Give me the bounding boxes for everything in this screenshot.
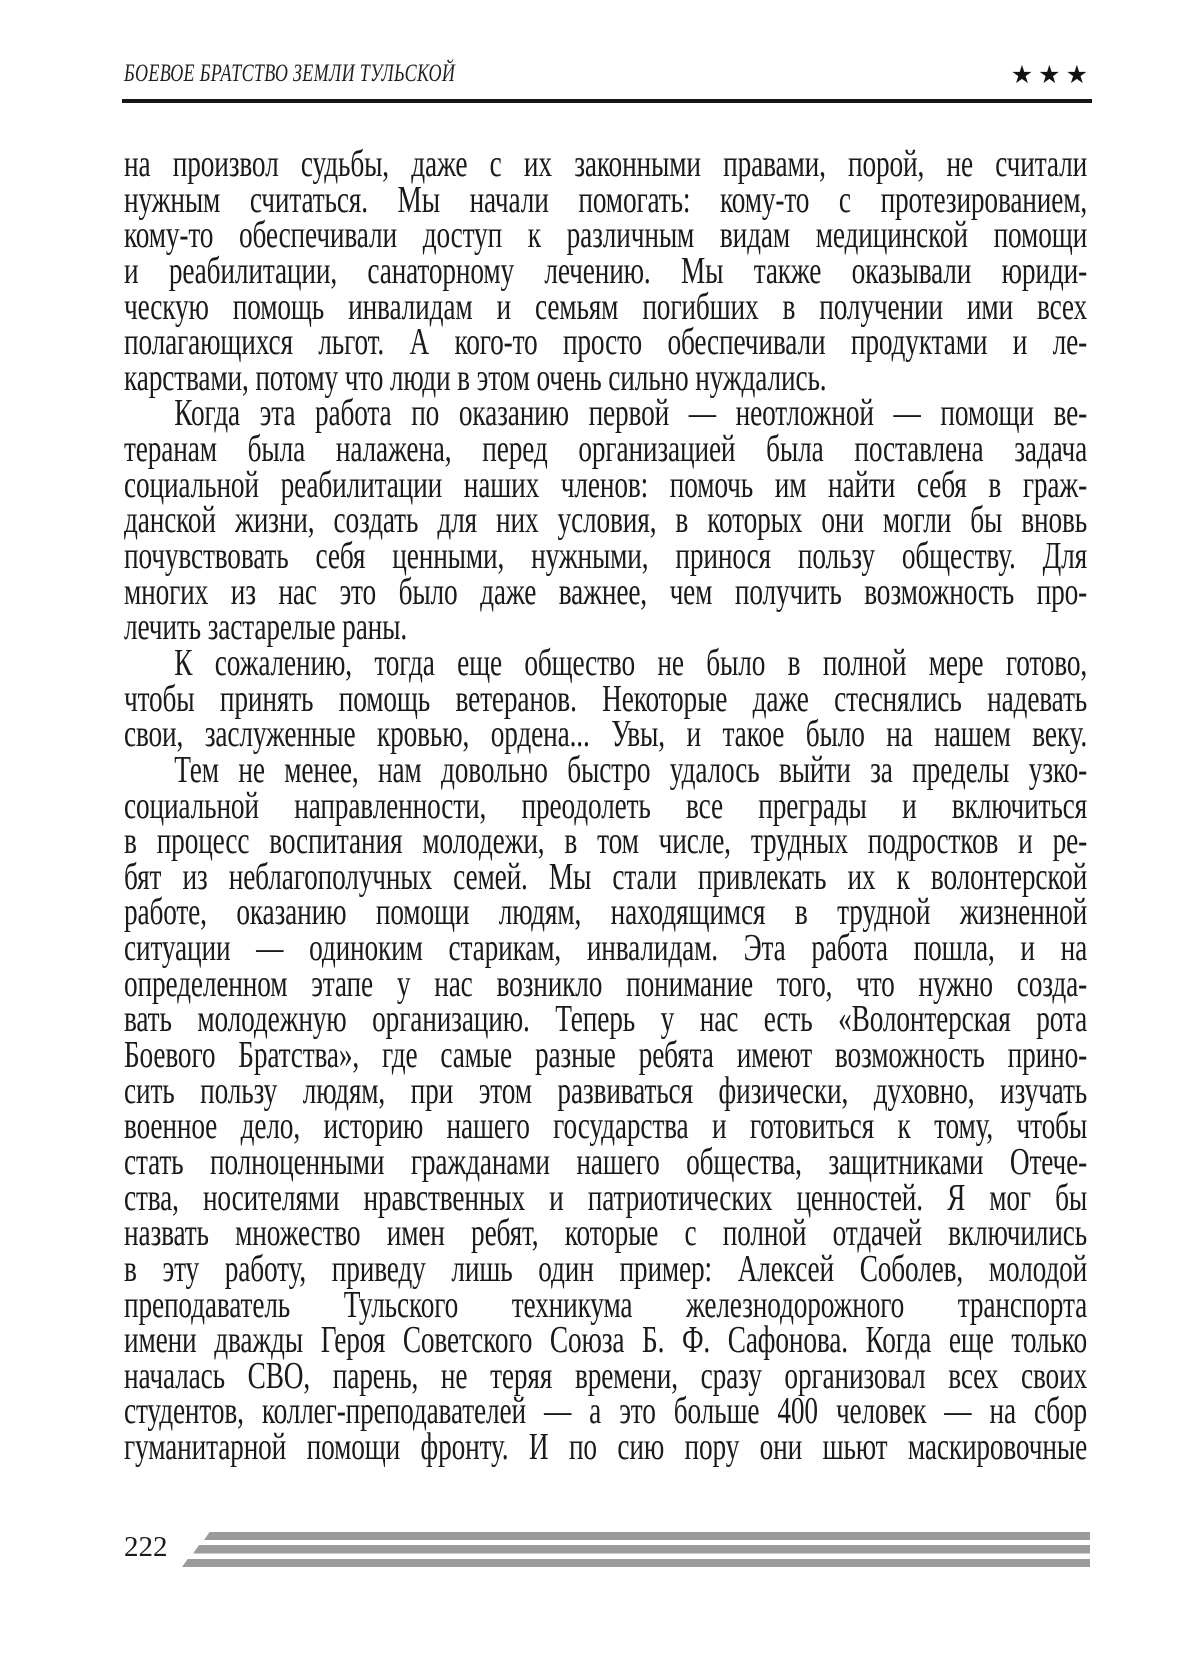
paragraph (124, 748, 1088, 1469)
text-line: многих из нас это было даже важнее, чем получить возможность про- (124, 570, 1088, 613)
text-line: работе, оказанию помощи людям, находящимся в трудной жизненной (124, 891, 1088, 934)
paragraph (124, 641, 1088, 756)
text-line: вать молодежную организацию. Теперь у нас есть «Волонтерская рота (124, 998, 1088, 1041)
text-line: в эту работу, приведу лишь один пример: Алексей Соболев, молодой (124, 1247, 1088, 1290)
text-line: почувствовать себя ценными, нужными, принося пользу обществу. Для (124, 535, 1088, 578)
paragraph (124, 392, 1088, 649)
text-line: Когда эта работа по оказанию первой — неотложной — помощи ве- (174, 392, 1088, 435)
text-line: и реабилитации, санаторному лечению. Мы также оказывали юриди- (124, 249, 1088, 292)
text-line: полагающихся льгот. А кого-то просто обеспечивали продуктами и ле- (124, 321, 1088, 364)
text-line: стать полноценными гражданами нашего общества, защитниками Отече- (124, 1140, 1088, 1183)
text-line: сить пользу людям, при этом развиваться физически, духовно, изучать (124, 1069, 1088, 1112)
text-line: теранам была налажена, перед организацией была поставлена задача (124, 428, 1088, 471)
text-line: Боевого Братства», где самые разные ребята имеют возможность прино- (124, 1034, 1088, 1077)
text-line: нужным считаться. Мы начали помогать: кому-то с протезированием, (124, 178, 1088, 221)
text-line: социальной направленности, преодолеть все преграды и включиться (124, 784, 1088, 827)
text-line: назвать множество имен ребят, которые с полной отдачей включились (124, 1212, 1088, 1255)
stripe (193, 1545, 1090, 1554)
text-line: ства, носителями нравственных и патриотических ценностей. Я мог бы (124, 1176, 1088, 1219)
running-header-title: БОЕВОЕ БРАТСТВО ЗЕМЛИ ТУЛЬСКОЙ (124, 60, 456, 87)
text-line: лечить застарелые раны. (124, 606, 408, 649)
text-line: определенном этапе у нас возникло понимание того, что нужно созда- (124, 962, 1088, 1005)
text-line: началась СВО, парень, не теряя времени, сразу организовал всех своих (124, 1354, 1088, 1397)
text-line: ситуации — одиноким старикам, инвалидам. Эта работа пошла, и на (124, 927, 1088, 970)
paragraph (124, 143, 1088, 399)
text-line: имени дважды Героя Советского Союза Б. Ф. Сафонова. Когда еще только (124, 1319, 1088, 1362)
stripe (182, 1559, 1090, 1568)
text-line: ческую помощь инвалидам и семьям погибших в получении ими всех (124, 285, 1088, 328)
text-line: на произвол судьбы, даже с их законными правами, порой, не считали (124, 143, 1088, 185)
header-rule-divider (122, 99, 1092, 103)
text-line: в процесс воспитания молодежи, в том числе, трудных подростков и ре- (124, 820, 1088, 863)
page-number: 222 (124, 1531, 168, 1563)
footer-stripes (182, 1531, 1090, 1567)
stripe (204, 1532, 1090, 1541)
text-line: К сожалению, тогда еще общество не было в полной мере готово, (174, 641, 1088, 684)
text-line: военное дело, историю нашего государства и готовиться к тому, чтобы (124, 1105, 1088, 1148)
text-line: кому-то обеспечивали доступ к различным видам медицинской помощи (124, 214, 1088, 257)
text-line: социальной реабилитации наших членов: помочь им найти себя в граж- (124, 463, 1088, 506)
text-line: данской жизни, создать для них условия, в которых они могли бы вновь (124, 499, 1088, 542)
text-line: карствами, потому что люди в этом очень сильно нуждались. (124, 356, 827, 399)
text-line: свои, заслуженные кровью, ордена... Увы, и такое было на нашем веку. (124, 713, 1088, 756)
text-line: преподаватель Тульского техникума железнодорожного транспорта (124, 1283, 1088, 1326)
text-line: студентов, коллег-преподавателей — а это больше 400 человек — на сбор (124, 1390, 1088, 1433)
body-text (124, 143, 1088, 1469)
text-line: Тем не менее, нам довольно быстро удалось выйти за пределы узко- (174, 748, 1088, 791)
text-line: чтобы принять помощь ветеранов. Некоторые даже стеснялись надевать (124, 677, 1088, 720)
text-line: бят из неблагополучных семей. Мы стали привлекать их к волонтерской (124, 855, 1088, 898)
three-stars-icon: ★★★ (1010, 60, 1093, 89)
text-line: гуманитарной помощи фронту. И по сию пору они шьют маскировочные (124, 1426, 1088, 1469)
